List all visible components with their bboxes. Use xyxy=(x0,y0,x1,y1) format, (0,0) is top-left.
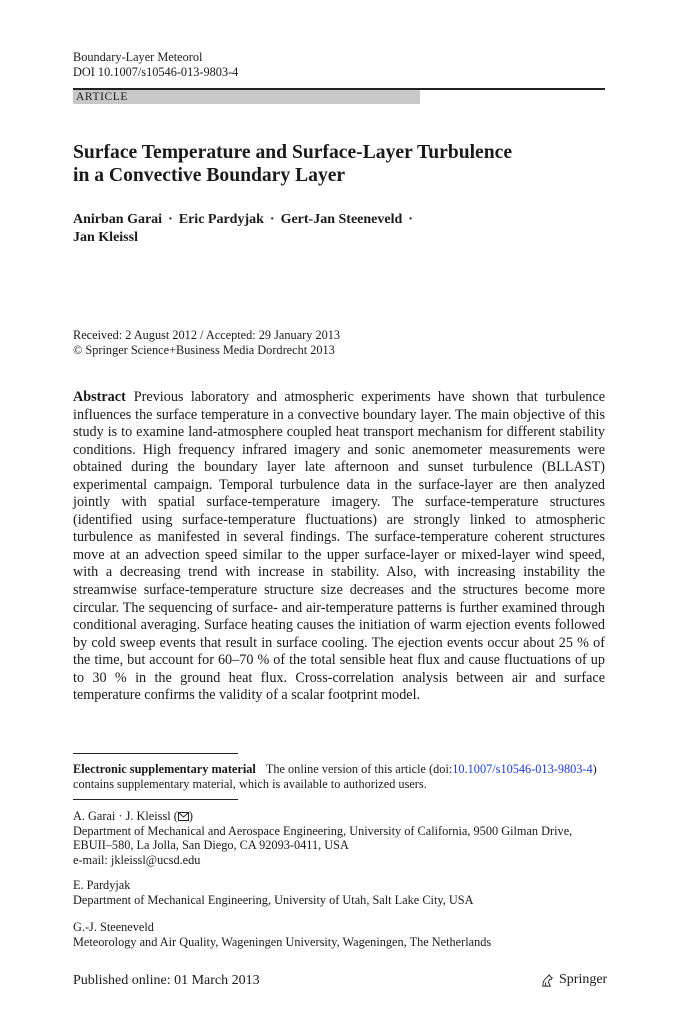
esm-line-2: contains supplementary material, which is available to authorized users. xyxy=(73,777,427,791)
author-name: Jan Kleissl xyxy=(73,230,138,245)
affiliation-names-end: ) xyxy=(188,809,193,823)
journal-name: Boundary-Layer Meteorol xyxy=(73,50,203,64)
title-line-1: Surface Temperature and Surface-Layer Turbulence xyxy=(73,142,513,163)
author-separator: · xyxy=(408,212,413,227)
envelope-icon xyxy=(178,812,189,821)
esm-heading: Electronic supplementary material xyxy=(73,762,256,776)
affiliation-block xyxy=(73,878,613,907)
email[interactable]: e-mail: jkleissl@ucsd.edu xyxy=(73,852,201,867)
author-name: Eric Pardyjak xyxy=(178,212,264,227)
affiliation-block xyxy=(73,920,613,949)
footnote-rule xyxy=(73,753,238,754)
author-separator: · xyxy=(269,212,275,227)
author-name: Anirban Garai xyxy=(73,212,163,227)
article-type-bar: ARTICLE xyxy=(73,90,420,104)
doi: DOI 10.1007/s10546-013-9803-4 xyxy=(73,65,239,79)
esm-text-end: ) xyxy=(592,762,597,776)
abstract xyxy=(73,389,605,705)
author-name: Gert-Jan Steeneveld xyxy=(280,212,403,227)
received-accepted: Received: 2 August 2012 / Accepted: 29 January 2013 xyxy=(73,328,341,342)
affiliation-names: G.-J. Steeneveld xyxy=(73,920,154,934)
affiliation-names: A. Garai · J. Kleissl ( xyxy=(73,809,178,823)
publisher-name: Springer xyxy=(559,972,608,987)
published-online: Published online: 01 March 2013 xyxy=(73,973,260,988)
supplementary-note xyxy=(73,762,613,792)
author-separator: · xyxy=(168,212,173,227)
affiliation-line: Department of Mechanical and Aerospace Engineering, University of California, 9500 Gilman Drive, xyxy=(73,823,573,838)
affiliation-line: EBUII–580, La Jolla, San Diego, CA 92093-0411, USA xyxy=(73,838,349,852)
affiliation-block xyxy=(73,809,613,867)
abstract-heading: Abstract xyxy=(73,389,126,405)
publication-dates xyxy=(73,328,340,358)
affiliation-line: Meteorology and Air Quality, Wageningen University, Wageningen, The Netherlands xyxy=(73,934,492,949)
paper-title xyxy=(73,141,613,187)
journal-header xyxy=(73,50,238,80)
copyright: © Springer Science+Business Media Dordrecht 2013 xyxy=(73,343,335,357)
footnote-rule xyxy=(73,799,238,800)
doi-link[interactable]: 10.1007/s10546-013-9803-4 xyxy=(452,762,593,776)
affiliation-line: Department of Mechanical Engineering, University of Utah, Salt Lake City, USA xyxy=(73,892,474,907)
title-line-2: in a Convective Boundary Layer xyxy=(73,165,346,186)
affiliation-names: E. Pardyjak xyxy=(73,878,131,892)
esm-text: The online version of this article (doi: xyxy=(265,762,453,776)
author-list xyxy=(73,211,613,247)
publisher-logo xyxy=(540,972,607,988)
abstract-text: Previous laboratory and atmospheric experiments have shown that turbulence influences the surface temperature in a convective boundary layer. The main objective of this study is to examine land-atmosphere coupled heat transport mechanism for different stability conditions. High frequency infrared imagery and sonic anemometer measurements were obtained during the boundary layer late afternoon and sunset turbulence (BLLAST) experimental campaign. Temporal turbulence data in the surface-layer are then analyzed jointly with spatial surface-temperature imagery. The surface-temperature structures (identified using surface-temperature fluctuations) are strongly linked to atmospheric turbulence as manifested in several findings. The surface-temperature coherent structures move at an advection speed similar to the upper surface-layer or mixed-layer wind speed, with a decreasing trend with increase in stability. Also, with increasing instability the streamwise surface-temperature structure size decreases and the structures become more circular. The sequencing of surface- and air-temperature patterns is further examined through conditional averaging. Surface heating causes the initiation of warm ejection events followed by cold sweep events that result in surface cooling. The ejection events occur about 25 % of the time, but account for 60–70 % of the total sensible heat flux and cause fluctuations of up to 30 % in the ground heat flux. Cross-correlation analysis between air and surface temperature confirms the validity of a scalar footprint model. xyxy=(73,389,605,704)
springer-horse-icon xyxy=(540,973,555,988)
